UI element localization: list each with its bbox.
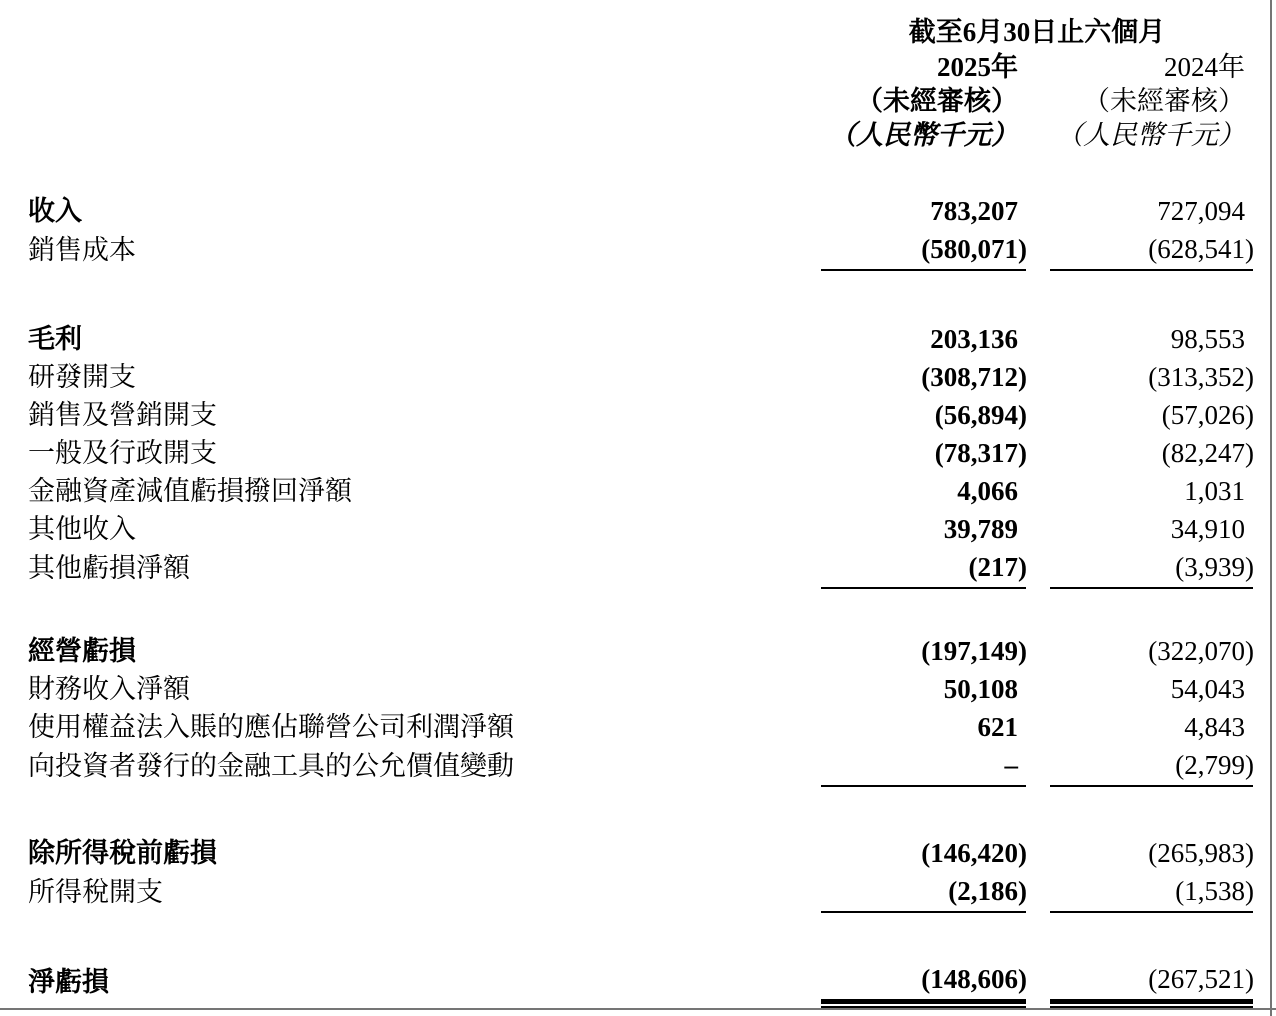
value-2025: (217) — [821, 549, 1026, 588]
period-title: 截至6月30日止六個月 — [908, 17, 1166, 47]
value-2024: 1,031 — [1184, 476, 1245, 506]
row-label: 所得稅開支 — [28, 877, 163, 907]
table-row-finance-income-net — [28, 671, 1253, 709]
column-spacer — [1026, 473, 1050, 511]
row-label: 其他收入 — [28, 514, 136, 544]
spacer-row — [28, 155, 1253, 193]
column-spacer — [1026, 511, 1050, 549]
page-right-edge — [1270, 0, 1272, 1016]
table-row-general-admin-expenses — [28, 435, 1253, 473]
row-label: 淨虧損 — [28, 966, 109, 997]
row-label: 其他虧損淨額 — [28, 553, 190, 583]
row-label: 使用權益法入賬的應佔聯營公司利潤淨額 — [28, 712, 514, 742]
column-spacer — [1026, 549, 1050, 588]
row-label: 向投資者發行的金融工具的公允價值變動 — [28, 751, 514, 781]
spacer-row — [28, 912, 1253, 961]
value-2025: (197,149) — [921, 636, 1027, 666]
page-bottom-rule — [0, 1008, 1276, 1010]
table-header-period-row — [28, 0, 1253, 52]
row-label: 一般及行政開支 — [28, 438, 217, 468]
column-spacer — [1026, 873, 1050, 912]
table-row-rd-expenses — [28, 359, 1253, 397]
value-2025: (56,894) — [934, 400, 1027, 430]
row-label: 研發開支 — [28, 362, 136, 392]
value-2024: (57,026) — [1161, 400, 1254, 430]
table-row-net-loss — [28, 961, 1253, 1002]
value-2025: (78,317) — [934, 438, 1027, 468]
spacer-row — [28, 588, 1253, 633]
value-2024: 54,043 — [1170, 674, 1245, 704]
value-2024: (313,352) — [1148, 362, 1254, 392]
column-spacer — [1026, 747, 1050, 786]
table-row-income-tax-expense — [28, 873, 1253, 912]
column-spacer — [1026, 671, 1050, 709]
table-header-audit-row — [28, 87, 1253, 121]
table-row-other-income — [28, 511, 1253, 549]
value-2024: 98,553 — [1170, 324, 1245, 354]
table-header-years-row — [28, 52, 1253, 87]
value-2025: 39,789 — [943, 514, 1018, 544]
row-label: 經營虧損 — [28, 636, 136, 666]
value-2025: (580,071) — [821, 231, 1026, 270]
value-2024: (3,939) — [1050, 549, 1253, 588]
row-label: 銷售及營銷開支 — [28, 400, 217, 430]
table-row-gross-profit — [28, 321, 1253, 359]
value-2025: (308,712) — [921, 362, 1027, 392]
value-2025: 4,066 — [957, 476, 1018, 506]
column-spacer — [1026, 121, 1050, 155]
header-spacer-cell — [28, 121, 821, 155]
column-spacer — [1026, 835, 1050, 873]
audit-note-2024: （未經審核） — [1083, 86, 1245, 116]
column-spacer — [1026, 321, 1050, 359]
row-label: 收入 — [28, 196, 82, 226]
column-spacer — [1026, 709, 1050, 747]
table-row-operating-loss — [28, 633, 1253, 671]
column-spacer — [1026, 231, 1050, 270]
value-2025: 621 — [977, 712, 1018, 742]
header-spacer-cell — [28, 87, 821, 121]
year-2024-header: 2024年 — [1164, 52, 1245, 82]
value-2024: 4,843 — [1184, 712, 1245, 742]
value-2024: (267,521) — [1050, 961, 1253, 1002]
row-label: 毛利 — [28, 324, 82, 354]
value-2025: 783,207 — [930, 196, 1018, 226]
value-2024: (265,983) — [1148, 838, 1254, 868]
unit-note-2024: （人民幣千元） — [1056, 120, 1245, 150]
year-2025-header: 2025年 — [937, 52, 1018, 82]
value-2024: (82,247) — [1161, 438, 1254, 468]
value-2025: 203,136 — [930, 324, 1018, 354]
column-spacer — [1026, 397, 1050, 435]
value-2024: (2,799) — [1050, 747, 1253, 786]
value-2025: (2,186) — [821, 873, 1026, 912]
column-spacer — [1026, 52, 1050, 87]
value-2024: (322,070) — [1148, 636, 1254, 666]
column-spacer — [1026, 435, 1050, 473]
audit-note-2025: （未經審核） — [856, 86, 1018, 116]
value-2024: (1,538) — [1050, 873, 1253, 912]
column-spacer — [1026, 359, 1050, 397]
income-statement-table — [28, 0, 1253, 1004]
value-2024: 34,910 — [1170, 514, 1245, 544]
table-row-fair-value-changes — [28, 747, 1253, 786]
table-row-impairment-reversal — [28, 473, 1253, 511]
row-label: 金融資產減值虧損撥回淨額 — [28, 476, 352, 506]
row-label: 除所得稅前虧損 — [28, 838, 217, 868]
value-2025: (146,420) — [921, 838, 1027, 868]
value-2025: (148,606) — [821, 961, 1026, 1002]
spacer-row — [28, 786, 1253, 835]
value-2025: 50,108 — [943, 674, 1018, 704]
column-spacer — [1026, 193, 1050, 231]
column-spacer — [1026, 633, 1050, 671]
unit-note-2025: （人民幣千元） — [829, 120, 1018, 150]
table-row-share-of-associates-profit — [28, 709, 1253, 747]
table-row-revenue — [28, 193, 1253, 231]
column-spacer — [1026, 961, 1050, 1002]
value-2025: – — [821, 747, 1026, 786]
column-spacer — [1026, 87, 1050, 121]
row-label: 財務收入淨額 — [28, 674, 190, 704]
table-row-loss-before-tax — [28, 835, 1253, 873]
table-header-unit-row — [28, 121, 1253, 155]
table-row-cost-of-sales — [28, 231, 1253, 270]
header-spacer-cell — [28, 52, 821, 87]
table-row-selling-marketing-expenses — [28, 397, 1253, 435]
value-2024: (628,541) — [1050, 231, 1253, 270]
header-spacer-cell — [28, 0, 821, 52]
row-label: 銷售成本 — [28, 235, 136, 265]
value-2024: 727,094 — [1157, 196, 1245, 226]
spacer-row — [28, 270, 1253, 321]
table-row-other-losses-net — [28, 549, 1253, 588]
